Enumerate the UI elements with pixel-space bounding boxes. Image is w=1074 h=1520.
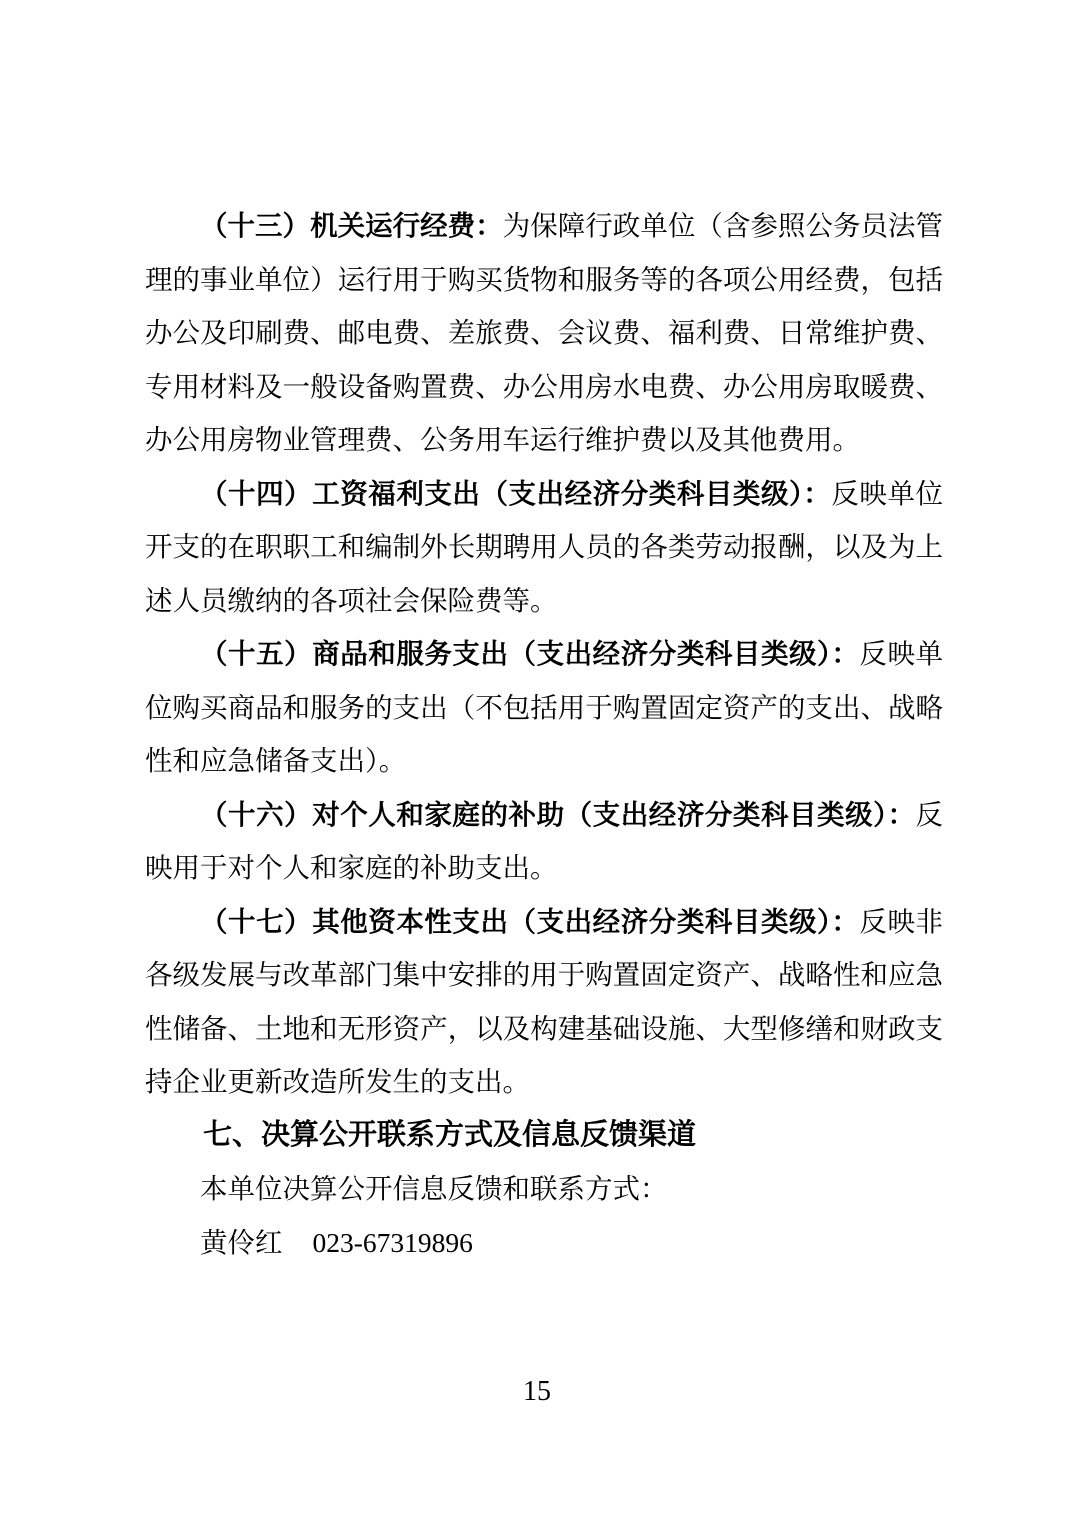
paragraph-17-text: 反映非各级发展与改革部门集中安排的用于购置固定资产、战略性和应急性储备、土地和无形资产，以及构建基础设施、大型修缮和财政支持企业更新改造所发生的支出。 bbox=[145, 905, 944, 1097]
paragraph-16-lead: （十六）对个人和家庭的补助（支出经济分类科目类级）： bbox=[200, 798, 916, 830]
page-number: 15 bbox=[523, 1376, 551, 1407]
paragraph-14-text: 反映单位开支的在职职工和编制外长期聘用人员的各类劳动报酬，以及为上述人员缴纳的各项社会保险费等。 bbox=[145, 477, 944, 616]
paragraph-15 bbox=[145, 627, 943, 788]
paragraph-16-text: 反映用于对个人和家庭的补助支出。 bbox=[145, 798, 943, 883]
paragraph-17-lead: （十七）其他资本性支出（支出经济分类科目类级）： bbox=[200, 905, 860, 937]
paragraph-17 bbox=[145, 895, 943, 1109]
paragraph-13-text: 为保障行政单位（含参照公务员法管理的事业单位）运行用于购买货物和服务等的各项公用经费，包括办公及印刷费、邮电费、差旅费、会议费、福利费、日常维护费、专用材料及一般设备购置费、办公用房水电费、办公用房取暖费、办公用房物业管理费、公务用车运行维护费以及其他费用。 bbox=[145, 210, 944, 455]
paragraph-14-lead: （十四）工资福利支出（支出经济分类科目类级）： bbox=[200, 477, 832, 509]
contact-line bbox=[145, 1216, 943, 1270]
paragraph-15-text: 反映单位购买商品和服务的支出（不包括用于购置固定资产的支出、战略性和应急储备支出）。 bbox=[145, 638, 944, 776]
paragraph-13 bbox=[145, 199, 943, 467]
contact-intro: 本单位决算公开信息反馈和联系方式： bbox=[200, 1173, 668, 1204]
document-content bbox=[145, 199, 943, 1269]
contact-phone: 023-67319896 bbox=[312, 1226, 473, 1258]
contact-name: 黄伶红 bbox=[200, 1226, 283, 1258]
paragraph-15-lead: （十五）商品和服务支出（支出经济分类科目类级）： bbox=[200, 638, 860, 669]
paragraph-16 bbox=[145, 788, 943, 895]
paragraph-13-lead: （十三）机关运行经费： bbox=[200, 210, 503, 241]
paragraph-14 bbox=[145, 467, 943, 628]
section-heading: 七、决算公开联系方式及信息反馈渠道 bbox=[203, 1118, 697, 1151]
